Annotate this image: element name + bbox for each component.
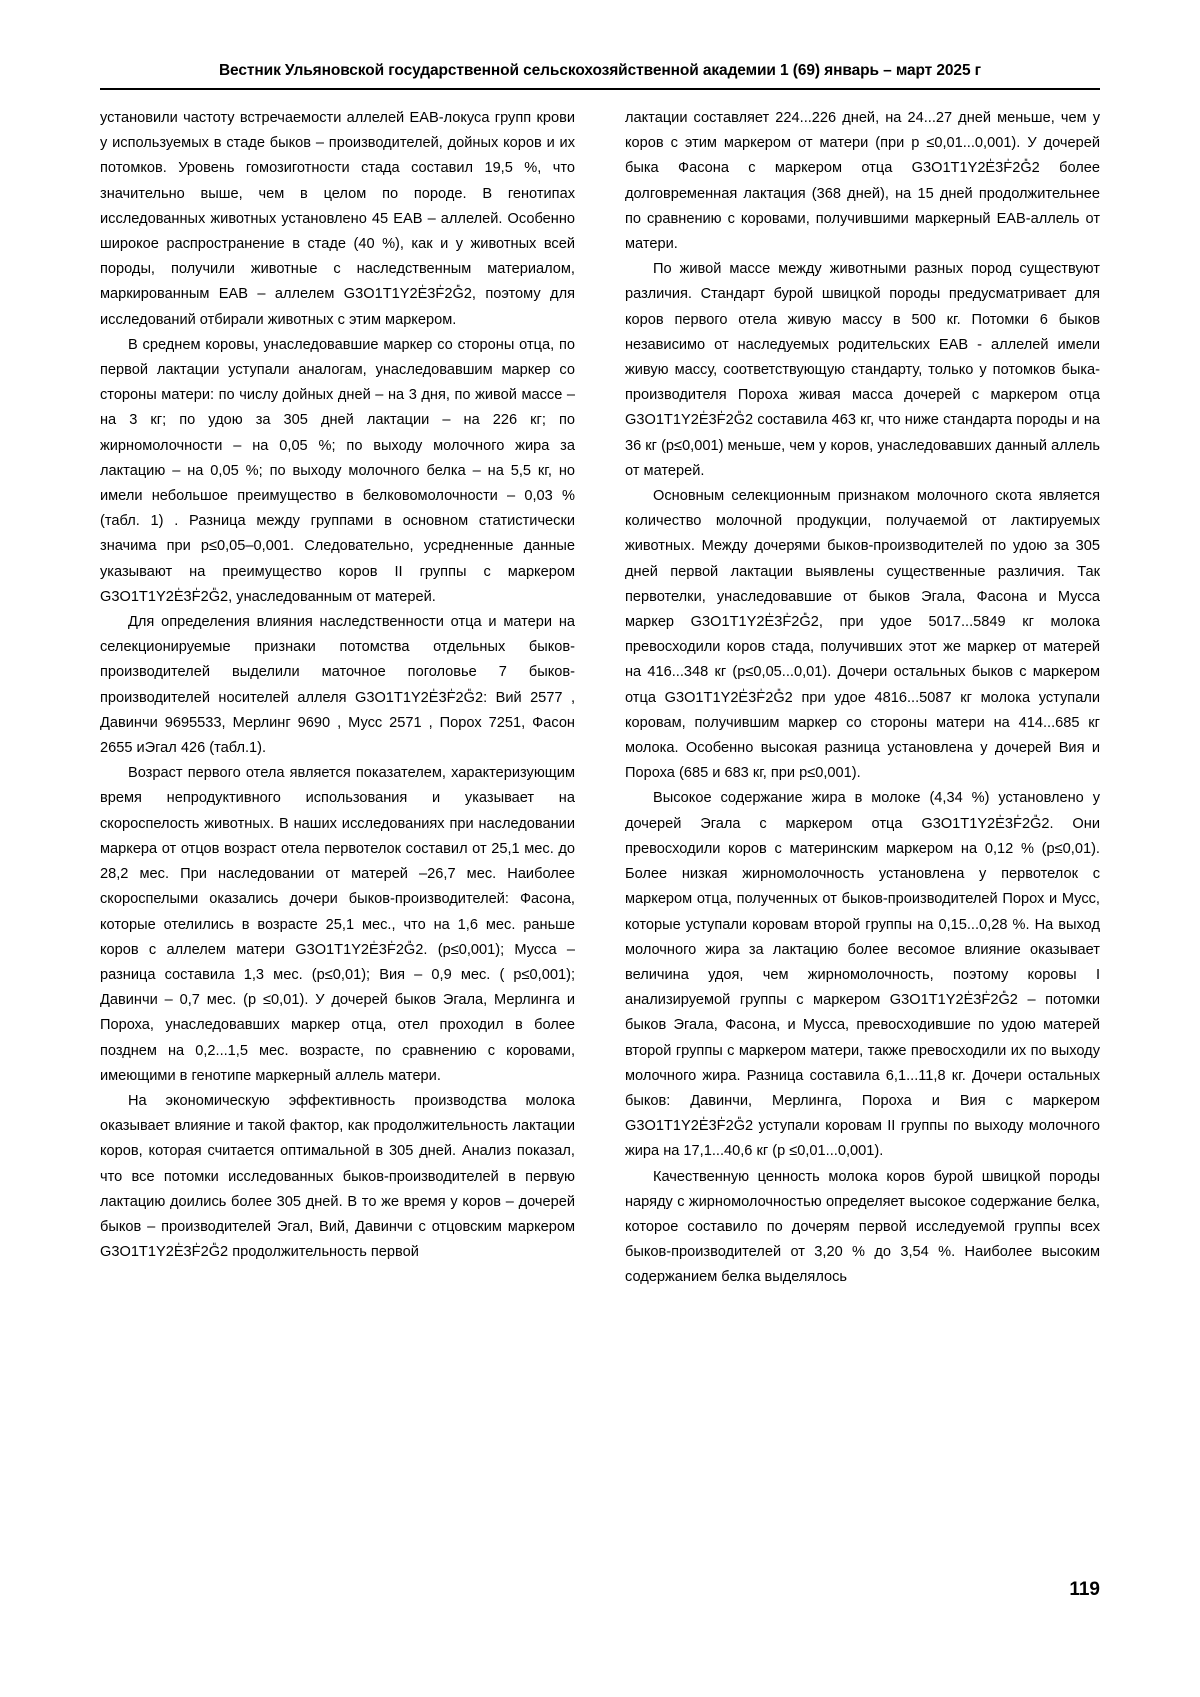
right-column [625,106,1100,1291]
two-column-body [100,106,1100,1291]
paragraph: установили частоту встречаемости аллелей ЕАВ-локуса групп крови у используемых в стаде быков – производителей, дойных коров и их потомков. Уровень гомозиготности стада составил 19,5 %, что значительно выше, чем в целом по породе. В генотипах исследованных животных установлено 45 ЕАВ – аллелей. Особенно широкое распространение в стаде (40 %), как и у животных всей породы, получили животные с наследственным материалом, маркированным ЕАВ – аллелем G3O1T1Y2E̍3F̍2G̎2, поэтому для исследований отбирали животных с этим маркером. [100,110,575,328]
paragraph: Качественную ценность молока коров бурой швицкой породы наряду с жирномолочностью определяет высокое содержание белка, которое составило по дочерям первой исследуемой группы всех быков-производителей от 3,20 % до 3,54 %. Наиболее высоким содержанием белка выделялось [625,1168,1100,1286]
paragraph: На экономическую эффективность производства молока оказывает влияние и такой фактор, как продолжительность лактации коров, которая считается оптимальной в 305 дней. Анализ показал, что все потомки исследованных быков-производителей в первую лактацию доились более 305 дней. В то же время у коров – дочерей быков – производителей Эгал, Вий, Давинчи с отцовским маркером G3O1T1Y2E̍3F̍2G̎2 продолжительность первой [100,1092,575,1261]
header-divider [100,88,1100,90]
paragraph: Основным селекционным признаком молочного скота является количество молочной продукции, получаемой от лактируемых животных. Между дочерями быков-производителей по удою за 305 дней первой лактации выявлены существенные различия. Так первотелки, унаследовавшие от быков Эгала, Фасона и Мусса маркер G3O1T1Y2E̍3F̍2G̎2, при удое 5017...5849 кг молока превосходили коров стада, получивших этот же маркер от матерей на 416...348 кг (р≤0,05...0,01). Дочери остальных быков с маркером отца G3O1T1Y2E̍3F̍2G̎2 при удое 4816...5087 кг молока уступали коровам, получившим маркер со стороны матери на 414...685 кг молока. Особенно высокая разница установлена у дочерей Вия и Пороха (685 и 683 кг, при р≤0,001). [625,488,1100,782]
running-header: Вестник Ульяновской государственной сельскохозяйственной академии 1 (69) январь – март 2025 г [218,62,982,79]
paragraph: Для определения влияния наследственности отца и матери на селекционируемые признаки потомства отдельных быков-производителей выделили маточное поголовье 7 быков-производителей носителей аллеля G3O1T1Y2E̍3F̍2G̎2: Вий 2577 , Давинчи 9695533, Мерлинг 9690 , Мусс 2571 , Порох 7251, Фасон 2655 иЭгал 426 (табл.1). [100,614,575,757]
paragraph: По живой массе между животными разных пород существуют различия. Стандарт бурой швицкой породы предусматривает для коров первого отела живую массу в 500 кг. Потомки 6 быков независимо от наследуемых родительских ЕАВ - аллелей имели живую массу, соответствующую стандарту, только у потомков быка-производителя Пороха живая масса дочерей с маркером отца G3O1T1Y2E̍3F̍2G̎2 составила 463 кг, что ниже стандарта породы и на 36 кг (р≤0,001) меньше, чем у коров, унаследовавших данный аллель от матерей. [625,261,1100,479]
paragraph: Возраст первого отела является показателем, характеризующим время непродуктивного использования и указывает на скороспелость животных. В наших исследованиях при наследовании маркера от отцов возраст отела первотелок составил от 25,1 мес. до 28,2 мес. При наследовании от матерей –26,7 мес. Наиболее скороспелыми оказались дочери быков-производителей: Фасона, которые отелились в возрасте 25,1 мес., что на 1,6 мес. раньше коров с аллелем матери G3O1T1Y2E̍3F̍2G̎2. (р≤0,001); Мусса – разница составила 1,3 мес. (р≤0,01); Вия – 0,9 мес. ( р≤0,001); Давинчи – 0,7 мес. (р ≤0,01). У дочерей быков Эгала, Мерлинга и Пороха, унаследовавших маркер отца, отел проходил в более позднем на 0,2...1,5 мес. возрасте, по сравнению с коровами, имеющими в генотипе маркерный аллель матери. [100,765,575,1084]
paragraph: Высокое содержание жира в молоке (4,34 %) установлено у дочерей Эгала с маркером отца G3O1T1Y2E̍3F̍2G̎2. Они превосходили коров с материнским маркером на 0,12 % (р≤0,01). Более низкая жирномолочность установлена у первотелок с маркером отца, полученных от быков-производителей Порох и Мусс, которые уступали коровам второй группы на 0,15...0,28 %. На выход молочного жира за лактацию более весомое влияние оказывает величина удоя, чем жирномолочность, поэтому коровы I анализируемой группы с маркером G3O1T1Y2E̍3F̍2G̎2 – потомки быков Эгала, Фасона, и Мусса, превосходившие по удою матерей второй группы с маркером матери, также превосходили их по выходу молочного жира. Разница составила 6,1...11,8 кг. Дочери остальных быков: Давинчи, Мерлинга, Пороха и Вия с маркером G3O1T1Y2E̍3F̍2G̎2 уступали коровам II группы по выходу молочного жира на 17,1...40,6 кг (р ≤0,01...0,001). [625,790,1100,1160]
left-column [100,106,575,1291]
paragraph: В среднем коровы, унаследовавшие маркер со стороны отца, по первой лактации уступали аналогам, унаследовавшим маркер со стороны матери: по числу дойных дней – на 3 дня, по живой массе – на 3 кг; по удою за 305 дней лактации – на 226 кг; по жирномолочности – на 0,05 %; по выходу молочного жира за лактацию – на 0,05 %; по выходу молочного белка – на 5,5 кг, но имели небольшое преимущество в белковомолочности – 0,03 % (табл. 1) . Разница между группами в основном статистически значима при р≤0,05–0,001. Следовательно, усредненные данные указывают на преимущество коров II группы с маркером G3O1T1Y2E̍3F̍2G̎2, унаследованным от матерей. [100,336,575,605]
page-number: 119 [1069,1579,1100,1600]
paragraph: лактации составляет 224...226 дней, на 24...27 дней меньше, чем у коров с этим маркером от матери (при р ≤0,01...0,001). У дочерей быка Фасона с маркером отца G3O1T1Y2E̍3F̍2G̎2 более долговременная лактация (368 дней), на 15 дней продолжительнее по сравнению с коровами, получившими маркерный ЕАВ-аллель от матери. [625,110,1100,253]
